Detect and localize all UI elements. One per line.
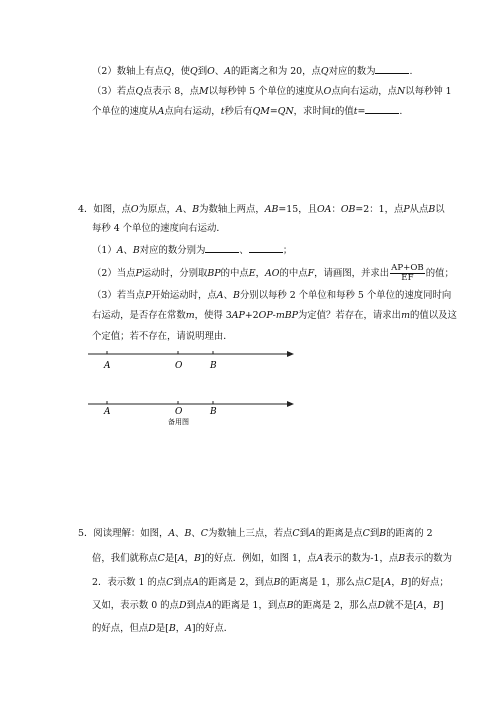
label-o: O xyxy=(175,407,183,417)
q5-line1: 5．阅读理解：如图，A、B、C为数轴上三点，若点C到A的距离是点C到B的距离的 2 xyxy=(78,528,433,539)
axis-arrow xyxy=(287,401,294,407)
q4-stem-line1: 4．如图，点O为原点，A、B为数轴上两点，AB=15，且OA：OB=2：1，点P从点B以 xyxy=(78,204,445,215)
spare-figure-caption: 备用图 xyxy=(168,418,189,426)
label-o: O xyxy=(175,361,183,371)
q4-part1-line: （1）A、B对应的数分别为 、 ； xyxy=(92,245,293,256)
q5-line2: 倍，我们就称点C是[A，B]的好点．例如，如图 1，点A表示的数为-1，点B表示的数为 xyxy=(92,553,452,564)
label-a: A xyxy=(104,361,111,371)
q4-stem-line2: 每秒 4 个单位的速度向右运动． xyxy=(92,223,226,234)
label-a: A xyxy=(104,407,111,417)
axis-arrow xyxy=(287,351,294,357)
q4-part3-line1: （3）若当点P开始运动时，点A、B分别以每秒 2 个单位和每秒 5 个单位的速度同时向 xyxy=(92,290,452,301)
q4-part3-line3: 个定值；若不存在，请说明理由． xyxy=(92,331,233,342)
q5-line4: 又如，表示数 0 的点D到点A的距离是 1，到点B的距离是 2，那么点D就不是[A，B] xyxy=(92,600,444,611)
q3-part2-line: （2）数轴上有点Q，使Q到O、A的距离之和为 20，点Q对应的数为 . xyxy=(92,66,413,77)
q5-line5: 的好点，但点D是[B，A]的好点． xyxy=(92,623,234,634)
fraction-expression: $\frac{AP+OB}{EF}$ xyxy=(391,263,424,283)
number-line-2 xyxy=(88,401,294,426)
q4-part3-line2: 右运动，是否存在常数m，使得 3AP+2OP-mBP为定值？若存在，请求出m的值以及这 xyxy=(92,310,457,321)
q5-line3: 2．表示数 1 的点C到点A的距离是 2，到点B的距离是 1，那么点C是[A，B]的好点； xyxy=(92,577,449,588)
q3-part3-line1: （3）若点Q点表示 8，点M以每秒钟 5 个单位的速度从O点向右运动，点N以每秒钟 1 xyxy=(92,86,452,97)
label-b: B xyxy=(210,407,217,417)
label-b: B xyxy=(210,361,217,371)
number-line-1 xyxy=(88,351,294,371)
q4-part2-line: （2）当点P运动时，分别取BP的中点E，AO的中点F，请画图，并求出 $\frac{AP+OB}{EF}$ 的值； xyxy=(92,263,454,283)
q3-part3-line2: 个单位的速度从A点向右运动，t秒后有QM=QN，求时间t的值t= . xyxy=(92,106,403,117)
